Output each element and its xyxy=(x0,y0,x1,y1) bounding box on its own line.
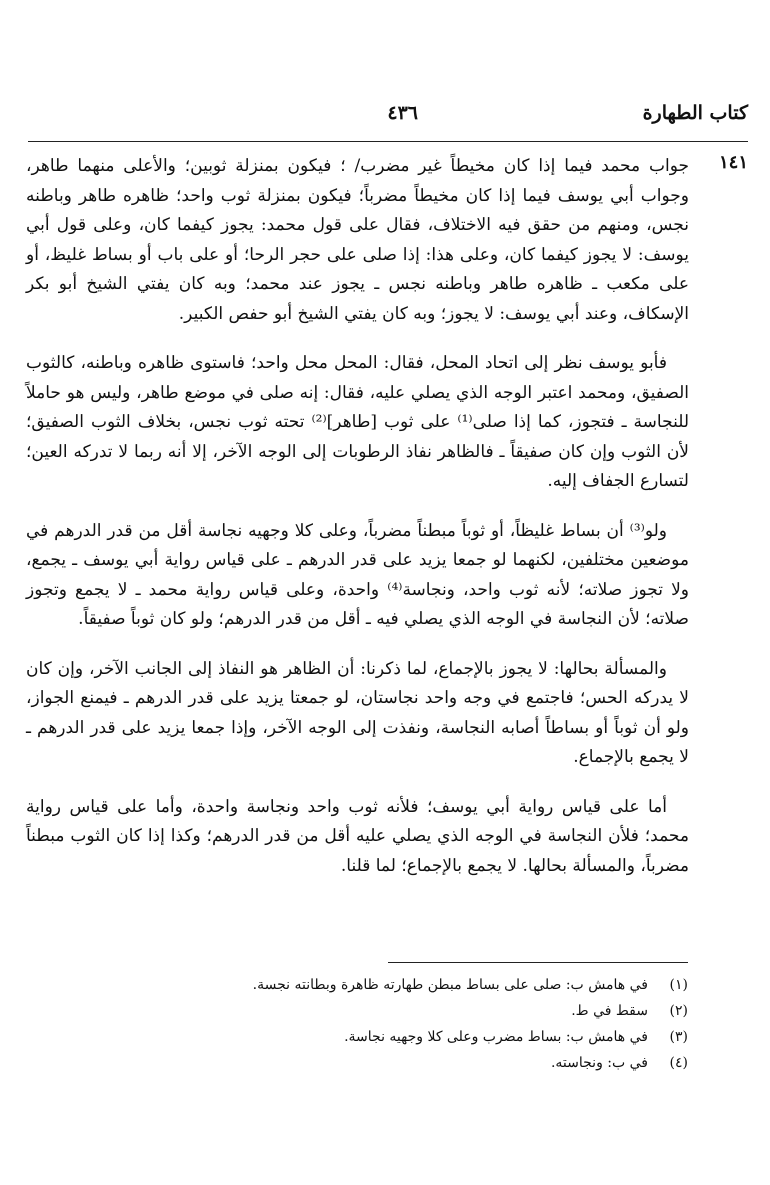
paragraph-5: أما على قياس رواية أبي يوسف؛ فلأنه ثوب واحد ونجاسة واحدة، وأما على قياس رواية محمد؛ فلأن النجاسة في الوجه الذي يصلي عليه أقل من قدر الدرهم؛ وكذا إذا كان الثوب مبطناً مضرباً، والمسألة بحالها. لا يجمع بالإجماع؛ لما قلنا. xyxy=(26,796,689,876)
footnote-text: في هامش ب: بساط مضرب وعلى كلا وجهيه نجاسة. xyxy=(344,1029,648,1045)
footnote-text: في هامش ب: صلى على بساط مبطن طهارته ظاهرة وبطانته نجسة. xyxy=(252,977,648,993)
margin-folio-number: ١٤١ xyxy=(718,152,748,173)
book-title: كتاب الطهارة xyxy=(642,102,748,124)
page-header xyxy=(28,98,748,138)
footnote-rule xyxy=(388,962,688,963)
footnote-number: (٣) xyxy=(669,1029,688,1045)
footnote-number: (١) xyxy=(669,977,688,993)
footnotes xyxy=(200,972,688,1076)
paragraph-1: جواب محمد فيما إذا كان مخيطاً غير مضرب/ ؛ فيكون بمنزلة ثوبين؛ والأعلى منهما طاهر، وجواب أبي يوسف فيما إذا كان مخيطاً مضرباً؛ فيكون بمنزلة ثوب واحد؛ ظاهره طاهر وباطنه نجس، ومنهم من حقق فيه الاختلاف، فقال على قول محمد: يجوز كيفما كان، وعلى قول أبي يوسف: لا يجوز كيفما كان، وعلى هذا: إذا صلى على حجر الرحا؛ أو على باب أو بساط غليظ، أو على مكعب ـ ظاهره طاهر وباطنه نجس ـ يجوز عند محمد؛ وبه كان يفتي الشيخ أبو بكر الإسكاف، وعند أبي يوسف: لا يجوز؛ وبه كان يفتي الشيخ أبو حفص الكبير. xyxy=(26,156,689,324)
paragraph-3: ولو⁽³⁾ أن بساط غليظاً، أو ثوباً مبطناً مضرباً، وعلى كلا وجهيه نجاسة أقل من قدر الدرهم في موضعين مختلفين، لكنهما لو جمعا يزيد على قدر الدرهم ـ على قياس رواية أبي يوسف ـ يجمع، ولا تجوز صلاته؛ لأنه ثوب واحد، ونجاسة⁽⁴⁾ واحدة، وعلى قياس رواية محمد ـ لا يجمع وتجوز صلاته؛ لأن النجاسة في الوجه الذي يصلي فيه ـ أقل من قدر الدرهم؛ ولو كان ثوباً صفيقاً. xyxy=(26,520,690,629)
footnote-item xyxy=(200,972,688,998)
footnote-text: في ب: ونجاسته. xyxy=(550,1055,648,1071)
footnote-number: (٤) xyxy=(669,1055,688,1071)
footnote-text: سقط في ط. xyxy=(571,1003,648,1019)
paragraph-4: والمسألة بحالها: لا يجوز بالإجماع، لما ذكرنا: أن الظاهر هو النفاذ إلى الجانب الآخر، وإن كان لا يدركه الحس؛ فاجتمع في وجه واحد نجاستان، لو جمعتا يزيد على قدر الدرهم ـ فيمنع الجواز، ولو أن ثوباً أو بساطاً أصابه النجاسة، ونفذت إلى الوجه الآخر، وإذا جمعا يزيد على قدر الدرهم ـ لا يجمع بالإجماع. xyxy=(26,658,689,767)
footnote-item xyxy=(200,1024,688,1050)
footnote-item xyxy=(200,998,688,1024)
main-text xyxy=(26,152,689,901)
footnote-number: (٢) xyxy=(669,1003,688,1019)
header-rule xyxy=(28,141,748,142)
footnote-item xyxy=(200,1050,688,1076)
page-number: ٤٣٦ xyxy=(387,102,418,124)
paragraph-2: فأبو يوسف نظر إلى اتحاد المحل، فقال: المحل محل واحد؛ فاستوى ظاهره وباطنه، كالثوب الصفيق، ومحمد اعتبر الوجه الذي يصلي عليه، فقال: إنه صلى في موضع طاهر، وليس هو حاملاً للنجاسة ـ فتجوز، كما إذا صلى⁽¹⁾ على ثوب [طاهر]⁽²⁾ تحته ثوب نجس، بخلاف الثوب الصفيق؛ لأن الثوب وإن كان صفيقاً ـ فالظاهر نفاذ الرطوبات إلى الوجه الآخر، إلا أنه ربما لا تدركه العين؛ لتسارع الجفاف إليه. xyxy=(26,353,690,491)
